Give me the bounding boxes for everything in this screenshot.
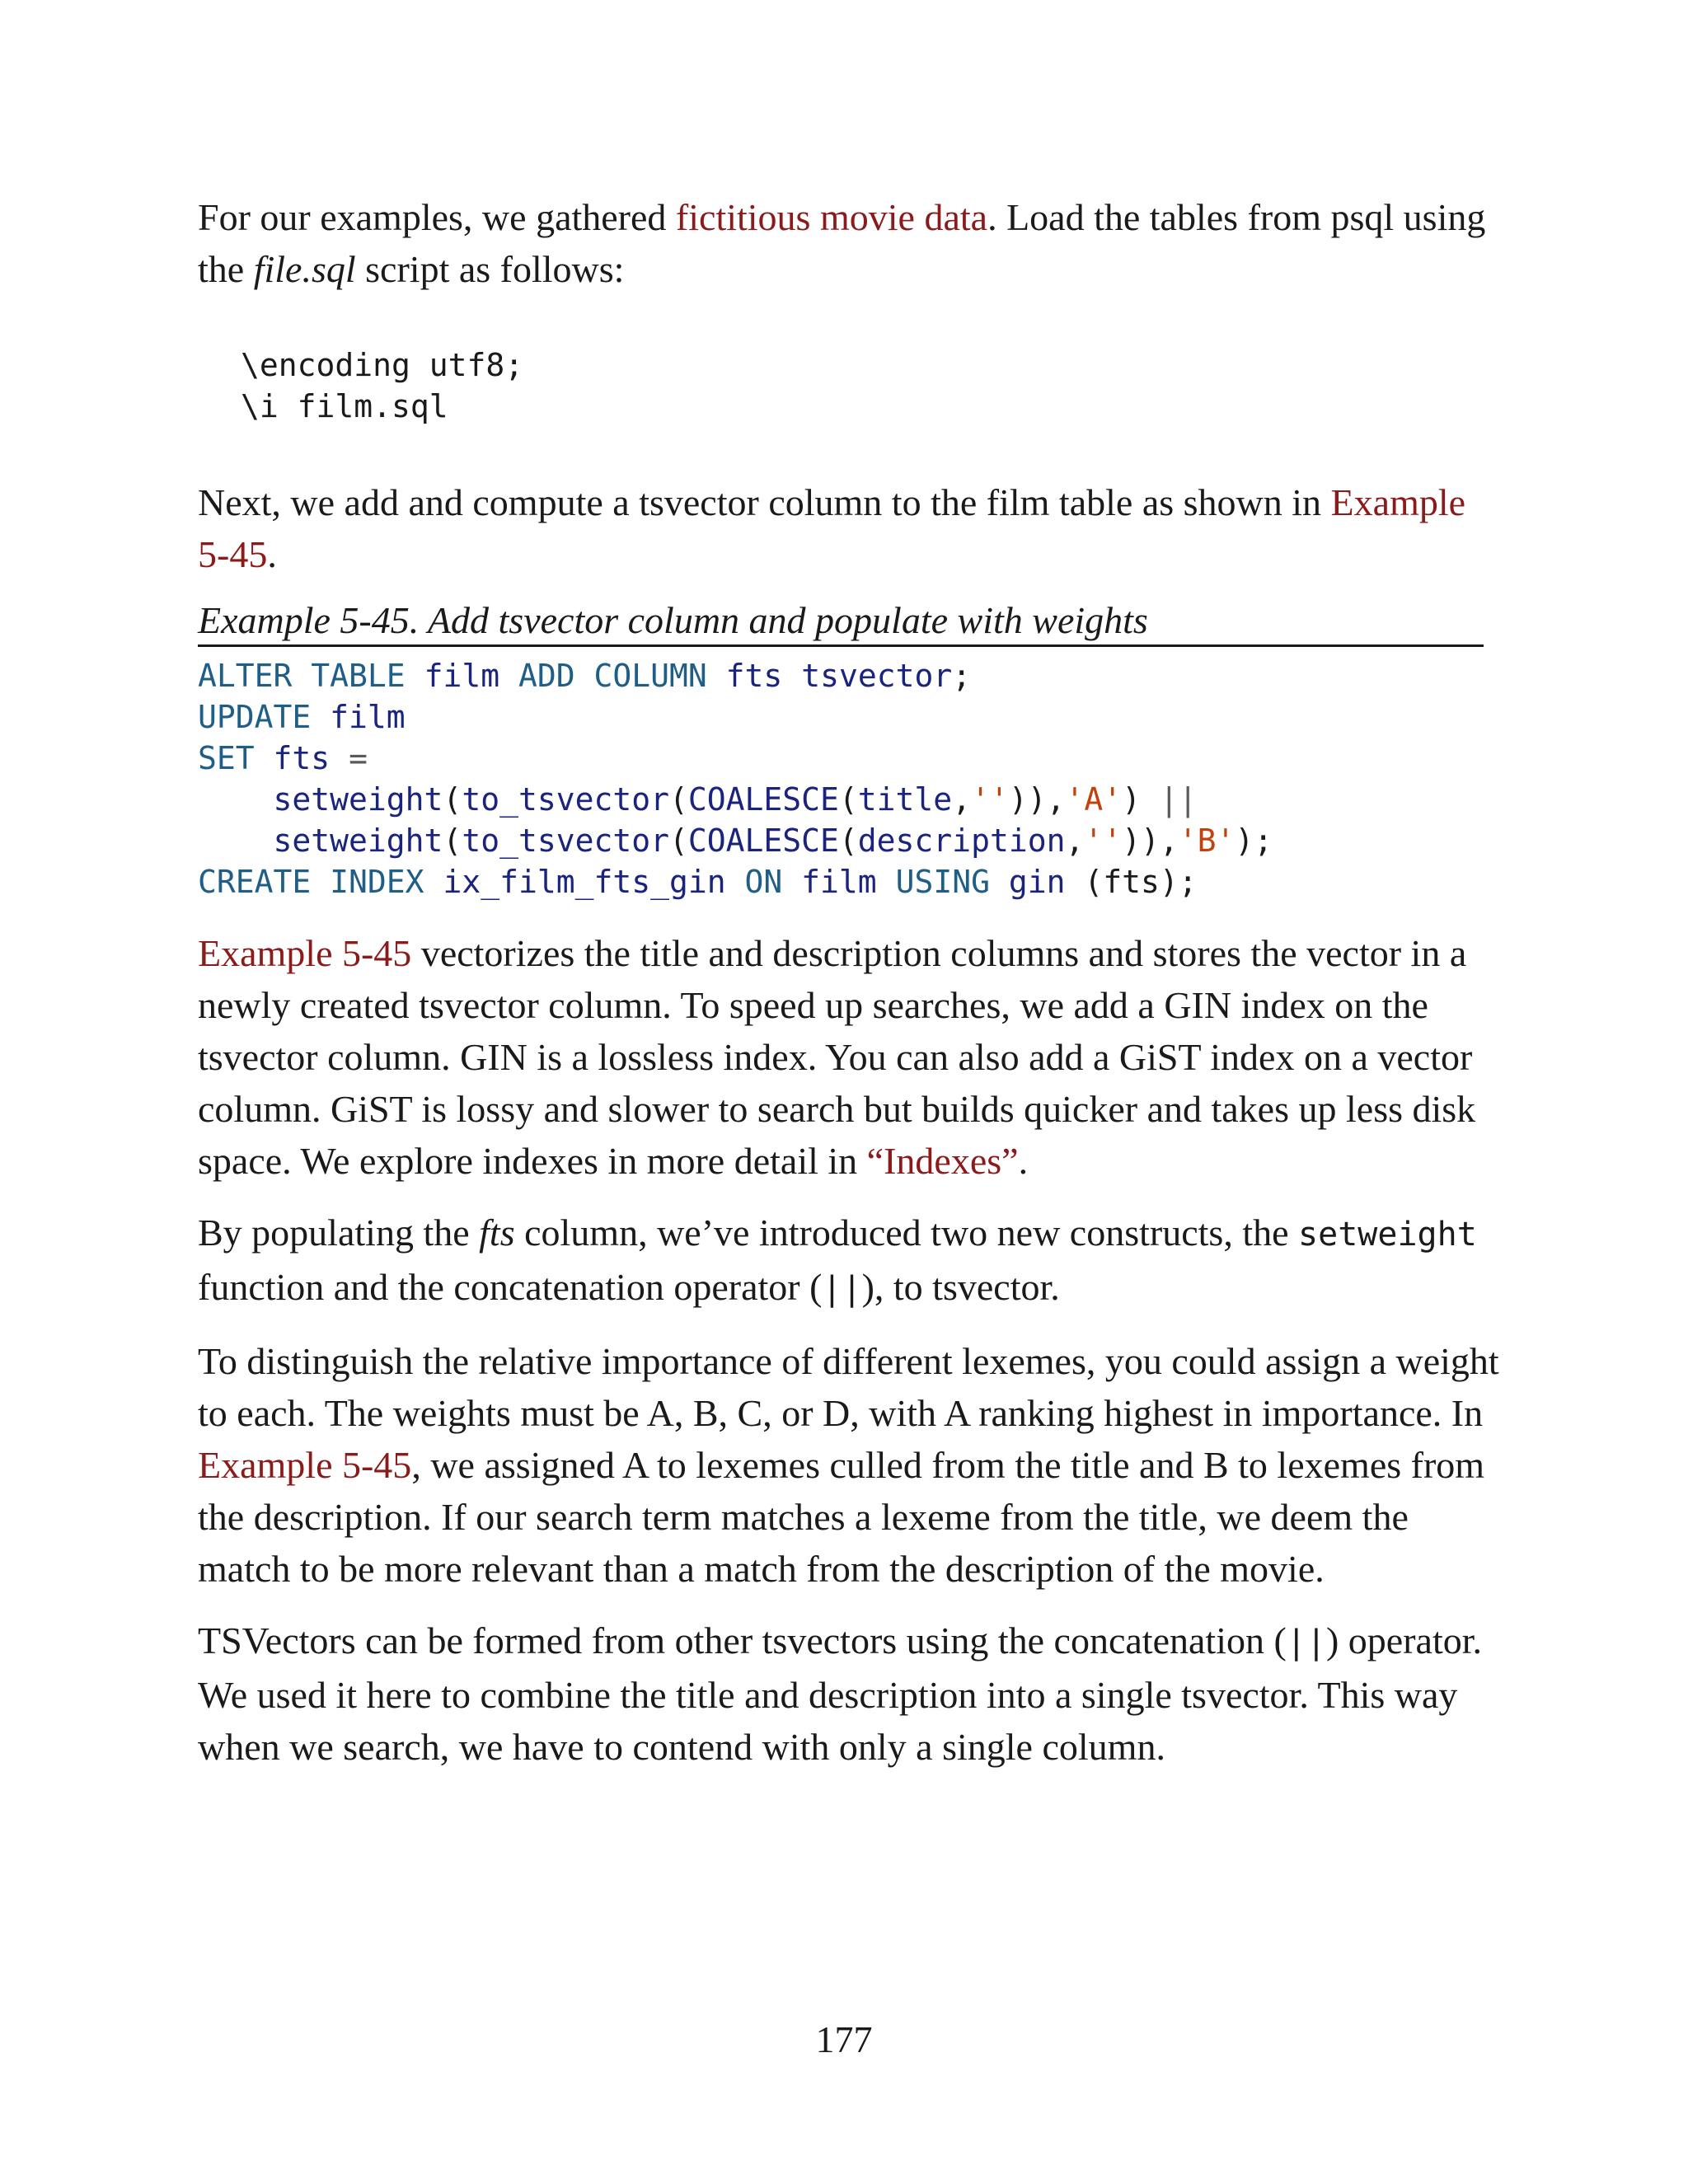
code-line: \i film.sql — [241, 388, 448, 424]
intro-text: For our examples, we gathered — [198, 196, 676, 238]
sql-code-block — [198, 655, 1500, 902]
paragraph-text: column, we’ve introduced two new constructs, the — [514, 1212, 1299, 1254]
example-5-45-link[interactable]: Example 5-45 — [198, 481, 1466, 575]
code-line: CREATE INDEX ix_film_fts_gin ON film USING gin (fts); — [198, 864, 1198, 900]
paragraph-text: function and the concatenation operator ( — [198, 1266, 823, 1308]
indexes-link[interactable]: “Indexes” — [866, 1140, 1019, 1182]
file-name: file.sql — [253, 248, 356, 290]
paragraph-populating — [198, 1207, 1500, 1315]
page-content — [198, 191, 1500, 1773]
setweight-code: setweight — [1298, 1216, 1477, 1254]
code-line: \encoding utf8; — [241, 347, 524, 383]
concat-operator: || — [822, 1270, 862, 1308]
paragraph-text: , we assigned A to lexemes culled from the title and B to lexemes from the description. If our search term matches a lexeme from the title, we deem the match to be more relevant than a match from the description of the movie. — [198, 1444, 1485, 1590]
paragraph-text: To distinguish the relative importance of different lexemes, you could assign a weight to each. The weights must be A, B, C, or D, with A ranking highest in importance. In — [198, 1340, 1499, 1434]
fts-term: fts — [479, 1212, 515, 1254]
code-line: UPDATE film — [198, 699, 406, 735]
intro-text: script as follows: — [355, 248, 625, 290]
example-5-45-link[interactable]: Example 5-45 — [198, 932, 412, 974]
next-text: . — [267, 533, 277, 575]
example-title: Example 5-45. Add tsvector column and populate with weights — [198, 597, 1484, 647]
next-paragraph — [198, 476, 1500, 580]
paragraph-text: ), to tsvector. — [861, 1266, 1060, 1308]
paragraph-vectorizes — [198, 927, 1500, 1187]
paragraph-text: TSVectors can be formed from other tsvectors using the concatenation ( — [198, 1619, 1287, 1661]
intro-text: . Load the tables from psql using the — [198, 196, 1486, 290]
paragraph-text: vectorizes the title and description columns and stores the vector in a newly created tsvector column. To speed up searches, we add a GIN index on the tsvector column. GIN is a lossless index. You can also add a GiST index on a vector column. GiST is lossy and slower to search but builds quicker and takes up less disk space. We explore indexes in more detail in — [198, 932, 1476, 1182]
next-text: Next, we add and compute a tsvector column to the film table as shown in — [198, 481, 1331, 523]
psql-code-block — [198, 344, 1500, 427]
paragraph-text: By populating the — [198, 1212, 480, 1254]
fictitious-movie-data-link[interactable]: fictitious movie data — [675, 196, 988, 238]
code-line: SET fts = — [198, 740, 368, 776]
code-line: ALTER TABLE film ADD COLUMN fts tsvector; — [198, 658, 972, 694]
code-line: setweight(to_tsvector(COALESCE(title,'')),'A') || — [273, 781, 1198, 818]
paragraph-text: ) operator. We used it here to combine the title and description into a single tsvector. This way when we search, we have to contend with only a single column. — [198, 1619, 1482, 1768]
example-5-45-link[interactable]: Example 5-45 — [198, 1444, 412, 1486]
paragraph-tsvectors — [198, 1615, 1500, 1773]
paragraph-text: . — [1018, 1140, 1029, 1182]
intro-paragraph — [198, 191, 1500, 295]
concat-operator: || — [1286, 1624, 1326, 1661]
paragraph-weights — [198, 1335, 1500, 1595]
code-line: setweight(to_tsvector(COALESCE(description,'')),'B'); — [273, 823, 1273, 859]
page-number: 177 — [815, 2018, 873, 2060]
